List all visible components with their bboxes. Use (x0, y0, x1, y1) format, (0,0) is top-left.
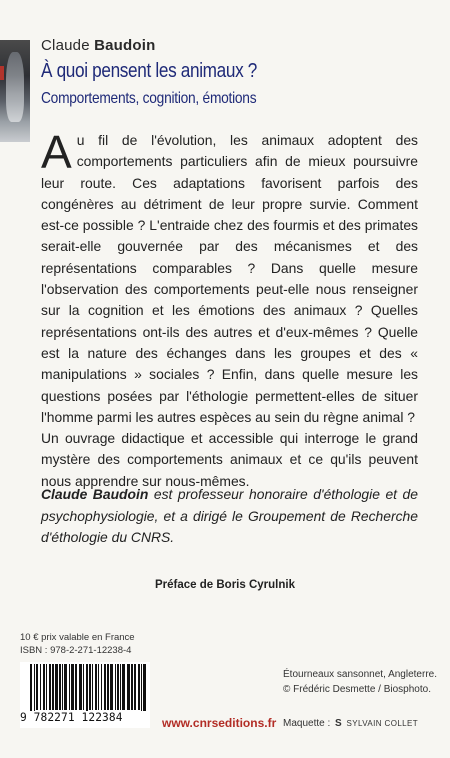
barcode-bar (83, 664, 84, 710)
author-first-name: Claude (41, 37, 90, 54)
barcode-bar (92, 664, 93, 710)
bird-silhouette (6, 52, 24, 122)
blurb-paragraph-1-text: u fil de l'évolution, les animaux adoptent des comportements particuliers afin de mieux poursuivre leur route. Ces adaptations favorisent parfois des congénères au détriment de leur propre survie. Comment est-ce possible ? L'entraide chez des fourmis et des primates serait-elle gouvernée par des mécanismes et des représentations comparables ? Dans quelle mesure l'observation des comportements peut-elle nous renseigner sur la cognition et les émotions des animaux ? Quelles représentations ont-ils des autres et d'eux-mêmes ? Quelle est la nature des échanges dans les groupes et des « manipulations » sociales ? Enfin, dans quelle mesure les questions posées par l'éthologie permettent-elles de situer l'homme parmi les autres espèces au sein du règne animal ? (41, 132, 418, 425)
barcode-bar (138, 664, 140, 710)
bio-author-name: Claude Baudoin (41, 486, 149, 502)
barcode-bar (141, 664, 142, 714)
barcode-bar (131, 664, 133, 710)
barcode-bar (43, 664, 45, 710)
barcode-bar (120, 664, 121, 710)
book-title: À quoi pensent les animaux ? (41, 60, 258, 82)
barcode-bar (34, 664, 35, 714)
barcode-bar (55, 664, 58, 710)
author-name (41, 37, 156, 54)
design-label: Maquette : (283, 718, 331, 729)
dropcap-letter: A (41, 126, 72, 178)
designer-name: SYLVAIN COLLET (346, 719, 419, 728)
design-credit (283, 718, 418, 729)
barcode-bar (127, 664, 130, 710)
blurb (41, 126, 418, 492)
barcode-bar (122, 664, 125, 710)
barcode-bar (101, 664, 102, 710)
preface-credit: Préface de Boris Cyrulnik (155, 579, 295, 591)
photo-credit-line-1: Étourneaux sansonnet, Angleterre. (283, 669, 437, 680)
barcode-bar (110, 664, 113, 710)
isbn-barcode (20, 662, 150, 728)
barcode-bars (20, 662, 150, 714)
barcode-bar (36, 664, 38, 710)
barcode-bar (115, 664, 116, 710)
book-subtitle: Comportements, cognition, émotions (41, 90, 257, 107)
barcode-bar (49, 664, 51, 710)
barcode-bar (52, 664, 54, 710)
barcode-bar (134, 664, 136, 710)
barcode-bar (62, 664, 63, 710)
barcode-digits: 9 782271 122384 (20, 711, 150, 724)
barcode-bar (95, 664, 97, 710)
barcode-bar (89, 664, 91, 710)
price-label: 10 € prix valable en France (20, 632, 135, 643)
blurb-paragraph-1 (41, 126, 418, 428)
barcode-bar (71, 664, 74, 710)
barcode-bar (117, 664, 119, 710)
designer-logo-icon: S (335, 718, 342, 729)
blurb-paragraph-2: Un ouvrage didactique et accessible qui interroge le grand mystère des comportements animaux et ce qu'ils peuvent nous apprendre sur nous-mêmes. (41, 430, 418, 489)
isbn-label: ISBN : 978-2-271-12238-4 (20, 645, 132, 656)
bio-text: est professeur honoraire d'éthologie et de psychophysiologie, et a dirigé le Groupement de Recherche d'éthologie du CNRS. (41, 486, 418, 545)
author-bio (41, 484, 418, 549)
barcode-bar (30, 664, 32, 714)
barcode-bar (69, 664, 70, 710)
barcode-bar (107, 664, 109, 710)
photo-credit-line-2: © Frédéric Desmette / Biosphoto. (283, 684, 431, 695)
barcode-bar (143, 664, 146, 714)
barcode-bar (75, 664, 77, 710)
barcode-bar (40, 664, 41, 710)
barcode-bar (64, 664, 67, 710)
barcode-bar (104, 664, 106, 710)
barcode-bar (59, 664, 61, 710)
barcode-bar (46, 664, 47, 710)
barcode-bar (98, 664, 99, 710)
barcode-bar (79, 664, 82, 710)
barcode-bar (86, 664, 88, 714)
cover-photo-strip (0, 40, 30, 142)
author-last-name: Baudoin (94, 37, 156, 54)
publisher-website-link[interactable]: www.cnrseditions.fr (162, 716, 277, 730)
red-accent-mark (0, 66, 4, 80)
